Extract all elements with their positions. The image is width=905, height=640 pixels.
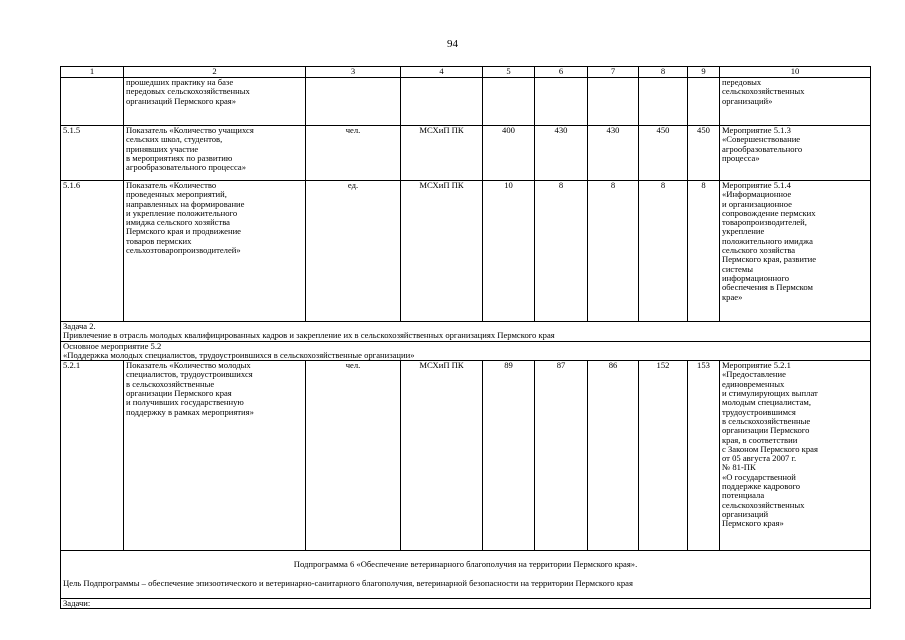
tasks-heading: Задачи: [61,598,871,608]
value-cell [639,78,688,126]
row-number-cell: 5.2.1 [61,361,124,551]
column-header: 10 [720,67,871,78]
value-cell: 87 [535,361,588,551]
task-heading: Задача 2. Привлечение в отрасль молодых квалифицированных кадров и закрепление их в сельскохозяйственных организациях Пермского края [61,322,871,342]
value-cell [588,78,639,126]
value-cell: 8 [688,181,720,322]
subprogram-goal: Цель Подпрограммы – обеспечение эпизоотического и ветеринарно-санитарного благополучия, ветеринарной безопасности на территории Пермского края [63,578,633,589]
indicator-cell: Показатель «Количество проведенных мероприятий, направленных на формирование и укрепление положительного имиджа сельского хозяйства Пермского края и продвижение товаров пермских сельхозтоваропроизводителей» [124,181,306,322]
value-cell: 153 [688,361,720,551]
value-cell [535,78,588,126]
indicators-table [60,66,871,609]
column-header: 2 [124,67,306,78]
main-activity-heading: Основное мероприятие 5.2 «Поддержка молодых специалистов, трудоустроившихся в сельскохозяйственные организации» [61,341,871,361]
row-number-cell: 5.1.6 [61,181,124,322]
value-cell: 8 [588,181,639,322]
subprogram-cell [61,551,871,598]
activity-cell: Мероприятие 5.1.3 «Совершенствование агрообразовательного процесса» [720,126,871,181]
task-row [61,322,871,342]
column-header: 1 [61,67,124,78]
value-cell: 400 [483,126,535,181]
table-row [61,126,871,181]
column-header: 4 [401,67,483,78]
table-row [61,181,871,322]
table-row [61,361,871,551]
column-header-row [61,67,871,78]
indicator-cell: прошедших практику на базе передовых сельскохозяйственных организаций Пермского края» [124,78,306,126]
value-cell: 86 [588,361,639,551]
unit-cell: ед. [306,181,401,322]
value-cell: 430 [588,126,639,181]
column-header: 5 [483,67,535,78]
value-cell: 8 [639,181,688,322]
executor-cell [401,78,483,126]
unit-cell [306,78,401,126]
value-cell [688,78,720,126]
column-header: 7 [588,67,639,78]
subprogram-title: Подпрограмма 6 «Обеспечение ветеринарного благополучия на территории Пермского края». [293,559,638,570]
activity-cell: Мероприятие 5.2.1 «Предоставление единовременных и стимулирующих выплат молодым специалистам, трудоустроившимся в сельскохозяйственные организации Пермского края, в соответствии с Законом Пермского края от 05 августа 2007 г. № 81-ПК «О государственной поддержке кадрового потенциала сельскохозяйственных организаций Пермского края» [720,361,871,551]
activity-cell: Мероприятие 5.1.4 «Информационное и организационное сопровождение пермских товаропроизводителей, укрепление положительного имиджа сельского хозяйства Пермского края, развитие системы информационного обеспечения в Пермском крае» [720,181,871,322]
tasks-row [61,598,871,608]
value-cell [483,78,535,126]
value-cell: 450 [688,126,720,181]
unit-cell: чел. [306,126,401,181]
table-row [61,78,871,126]
subprogram-row [61,551,871,598]
row-number-cell [61,78,124,126]
page-number: 94 [447,38,458,50]
indicator-cell: Показатель «Количество учащихся сельских школ, студентов, принявших участие в мероприятиях по развитию агрообразовательного процесса» [124,126,306,181]
value-cell: 8 [535,181,588,322]
value-cell: 450 [639,126,688,181]
executor-cell: МСХиП ПК [401,361,483,551]
column-header: 8 [639,67,688,78]
column-header: 3 [306,67,401,78]
value-cell: 89 [483,361,535,551]
row-number-cell: 5.1.5 [61,126,124,181]
activity-cell: передовых сельскохозяйственных организаций» [720,78,871,126]
value-cell: 10 [483,181,535,322]
main-activity-row [61,341,871,361]
value-cell: 430 [535,126,588,181]
executor-cell: МСХиП ПК [401,126,483,181]
indicator-cell: Показатель «Количество молодых специалистов, трудоустроившихся в сельскохозяйственные организации Пермского края и получивших государственную поддержку в рамках мероприятия» [124,361,306,551]
unit-cell: чел. [306,361,401,551]
executor-cell: МСХиП ПК [401,181,483,322]
column-header: 9 [688,67,720,78]
value-cell: 152 [639,361,688,551]
column-header: 6 [535,67,588,78]
